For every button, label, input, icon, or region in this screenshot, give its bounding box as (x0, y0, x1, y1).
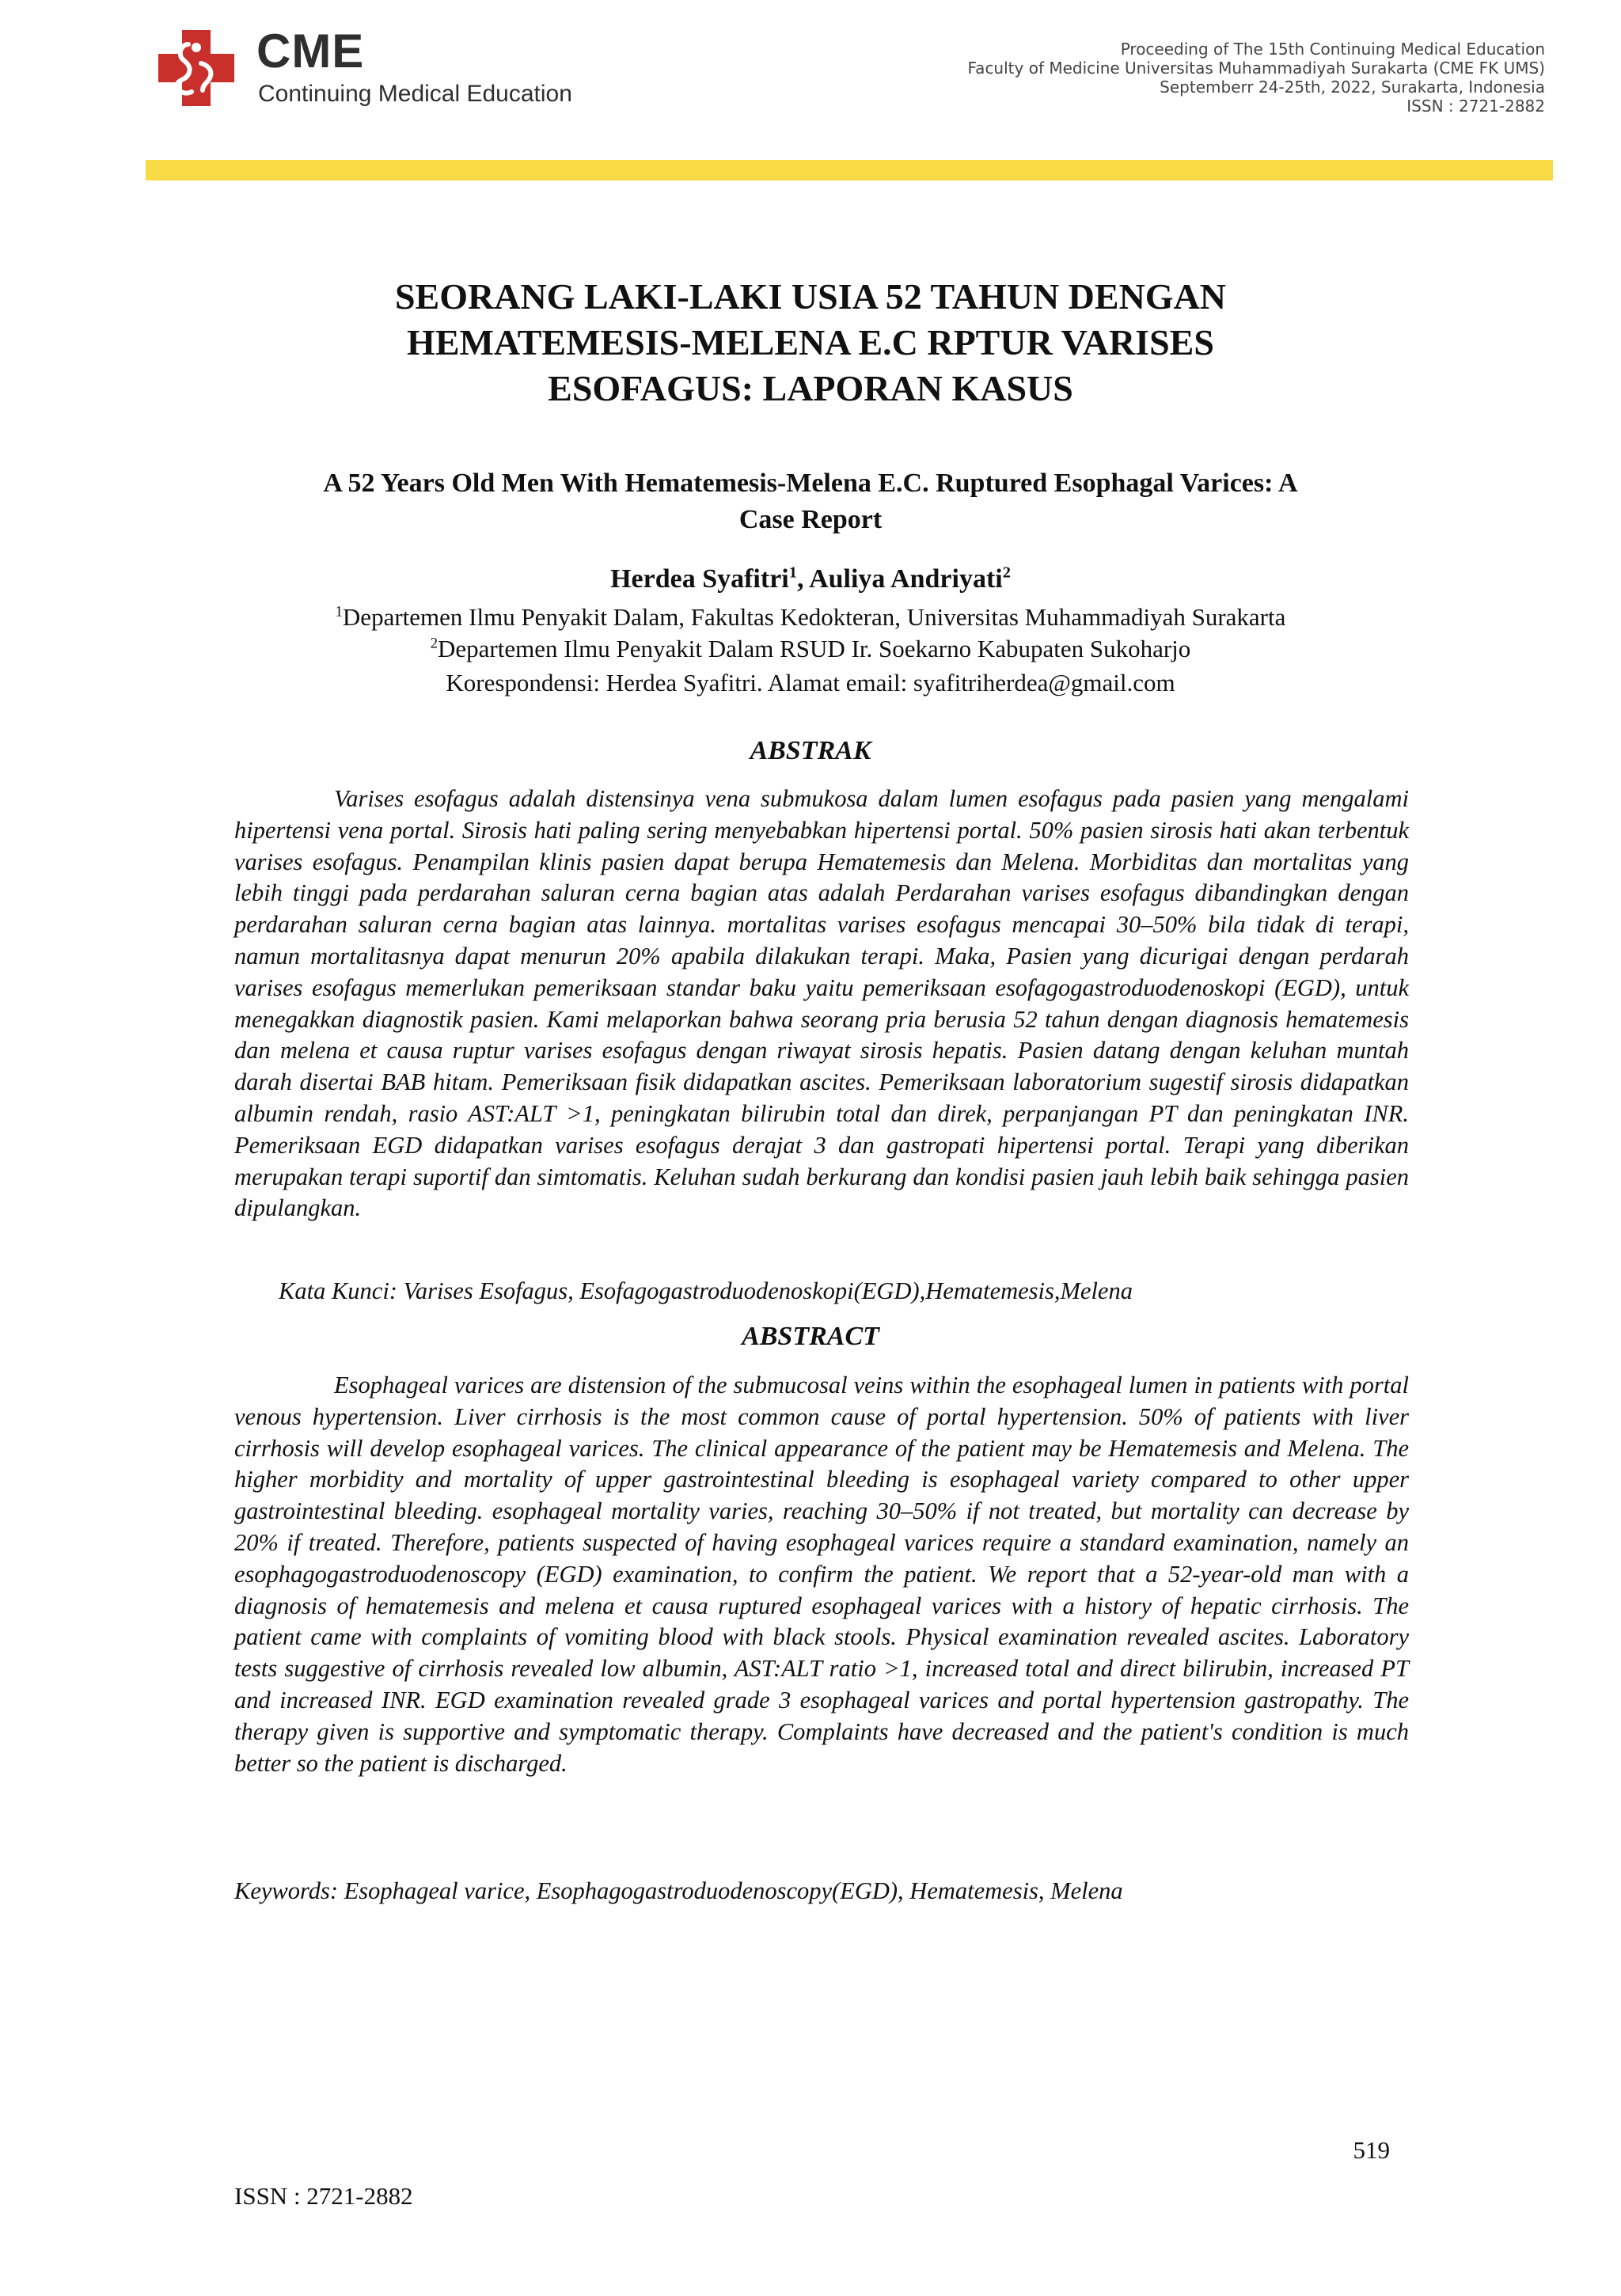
brand-subtitle: Continuing Medical Education (258, 81, 572, 107)
proceeding-line: Septemberr 24-25th, 2022, Surakarta, Indonesia (1160, 78, 1545, 97)
affiliation-text: Departemen Ilmu Penyakit Dalam, Fakultas Kedokteran, Universitas Muhammadiyah Surakarta (342, 603, 1286, 631)
correspondence: Korespondensi: Herdea Syafitri. Alamat email: syafitriherdea@gmail.com (446, 669, 1175, 696)
affiliation-mark: 2 (430, 635, 438, 652)
abstrak-heading: ABSTRAK (750, 736, 871, 765)
kata-kunci: Kata Kunci: Varises Esofagus, Esofagogastroduodenoskopi(EGD),Hematemesis,Melena (279, 1277, 1133, 1304)
author-separator: , (796, 564, 810, 594)
title-line: ESOFAGUS: LAPORAN KASUS (548, 368, 1073, 408)
abstrak-text: Varises esofagus adalah distensinya vena submukosa dalam lumen esofagus pada pasien yang mengalami hipertensi vena portal. Sirosis hati paling sering menyebabkan hipertensi portal. 50% pasien sirosis hati akan terbentuk varises esofagus. Penampilan klinis pasien dapat berupa Hematemesis dan Melena. Morbiditas dan mortalitas yang lebih tinggi pada perdarahan saluran cerna bagian atas adalah Perdarahan varises esofagus dibandingkan dengan perdarahan saluran cerna bagian atas lainnya. mortalitas varises esofagus mencapai 30–50% bila tidak di terapi, namun mortalitasnya dapat menurun 20% apabila dilakukan terapi. Maka, Pasien yang dicurigai dengan perdarah varises esofagus memerlukan pemeriksaan standar baku yaitu pemeriksaan esofagogastroduodenoskopi (EGD), untuk menegakkan diagnostik pasien. Kami melaporkan bahwa seorang pria berusia 52 tahun dengan diagnosis hematemesis dan melena et causa ruptur varises esofagus dengan riwayat sirosis hepatis. Pasien datang dengan keluhan muntah darah disertai BAB hitam. Pemeriksaan fisik didapatkan ascites. Pemeriksaan laboratorium sugestif sirosis didapatkan albumin rendah, rasio AST:ALT >1, peningkatan bilirubin total dan direk, perpanjangan PT dan peningkatan INR. Pemeriksaan EGD didapatkan varises esofagus derajat 3 dan gastropati hipertensi portal. Terapi yang diberikan merupakan terapi suportif dan simtomatis. Keluhan sudah berkurang dan kondisi pasien jauh lebih baik sehingga pasien dipulangkan. (234, 785, 1409, 1222)
affiliation-1 (158, 602, 1463, 633)
english-title-line: A 52 Years Old Men With Hematemesis-Melena E.C. Ruptured Esophagal Varices: A (323, 469, 1298, 498)
author-name: Auliya Andriyati (809, 564, 1003, 594)
author-affiliation-mark: 1 (788, 564, 797, 582)
affiliation-mark: 1 (335, 603, 343, 620)
affiliation-text: Departemen Ilmu Penyakit Dalam RSUD Ir. Soekarno Kabupaten Sukoharjo (437, 635, 1191, 662)
brand-name: CME (256, 25, 365, 78)
abstract-heading: ABSTRACT (742, 1322, 879, 1351)
cme-logo-icon (152, 24, 241, 112)
title-line: SEORANG LAKI-LAKI USIA 52 TAHUN DENGAN (394, 276, 1227, 317)
footer-issn: ISSN : 2721-2882 (234, 2182, 413, 2210)
author-affiliation-mark: 2 (1002, 564, 1011, 582)
authors (206, 564, 1415, 595)
title-line: HEMATEMESIS-MELENA E.C RPTUR VARISES (407, 322, 1214, 362)
abstract-text: Esophageal varices are distension of the submucosal veins within the esophageal lumen in patients with portal venous hypertension. Liver cirrhosis is the most common cause of portal hypertension. 50% of patients with liver cirrhosis will develop esophageal varices. The clinical appearance of the patient may be Hematemesis and Melena. The higher morbidity and mortality of upper gastrointestinal bleeding is esophageal variety compared to other upper gastrointestinal bleeding. esophageal mortality varies, reaching 30–50% if not treated, but mortality can decrease by 20% if treated. Therefore, patients suspected of having esophageal varices require a standard examination, namely an esophagogastroduodenoscopy (EGD) examination, to confirm the patient. We report that a 52-year-old man with a diagnosis of hematemesis and melena et causa ruptured esophageal varices with a history of hepatic cirrhosis. The patient came with complaints of vomiting blood with black stools. Physical examination revealed ascites. Laboratory tests suggestive of cirrhosis revealed low albumin, AST:ALT ratio >1, increased total and direct bilirubin, increased PT and increased INR. EGD examination revealed grade 3 esophageal varices and portal hypertension gastropathy. The therapy given is supportive and symptomatic therapy. Complaints have decreased and the patient's condition is much better so the patient is discharged. (234, 1372, 1409, 1777)
proceeding-info (833, 40, 1545, 116)
english-title (237, 465, 1384, 538)
author-name: Herdea Syafitri (610, 564, 789, 594)
header-accent-bar (146, 160, 1553, 180)
english-title-line: Case Report (738, 505, 883, 534)
paper-title (206, 274, 1415, 412)
proceeding-line: Faculty of Medicine Universitas Muhammadiyah Surakarta (CME FK UMS) (967, 59, 1545, 78)
keywords: Keywords: Esophageal varice, Esophagogastroduodenoscopy(EGD), Hematemesis, Melena (234, 1877, 1123, 1904)
cme-logo (152, 24, 241, 112)
proceeding-line: ISSN : 2721-2882 (1407, 97, 1545, 116)
page-number: 519 (1353, 2136, 1390, 2164)
proceeding-line: Proceeding of The 15th Continuing Medical Education (1120, 40, 1545, 59)
affiliation-2 (158, 633, 1463, 665)
